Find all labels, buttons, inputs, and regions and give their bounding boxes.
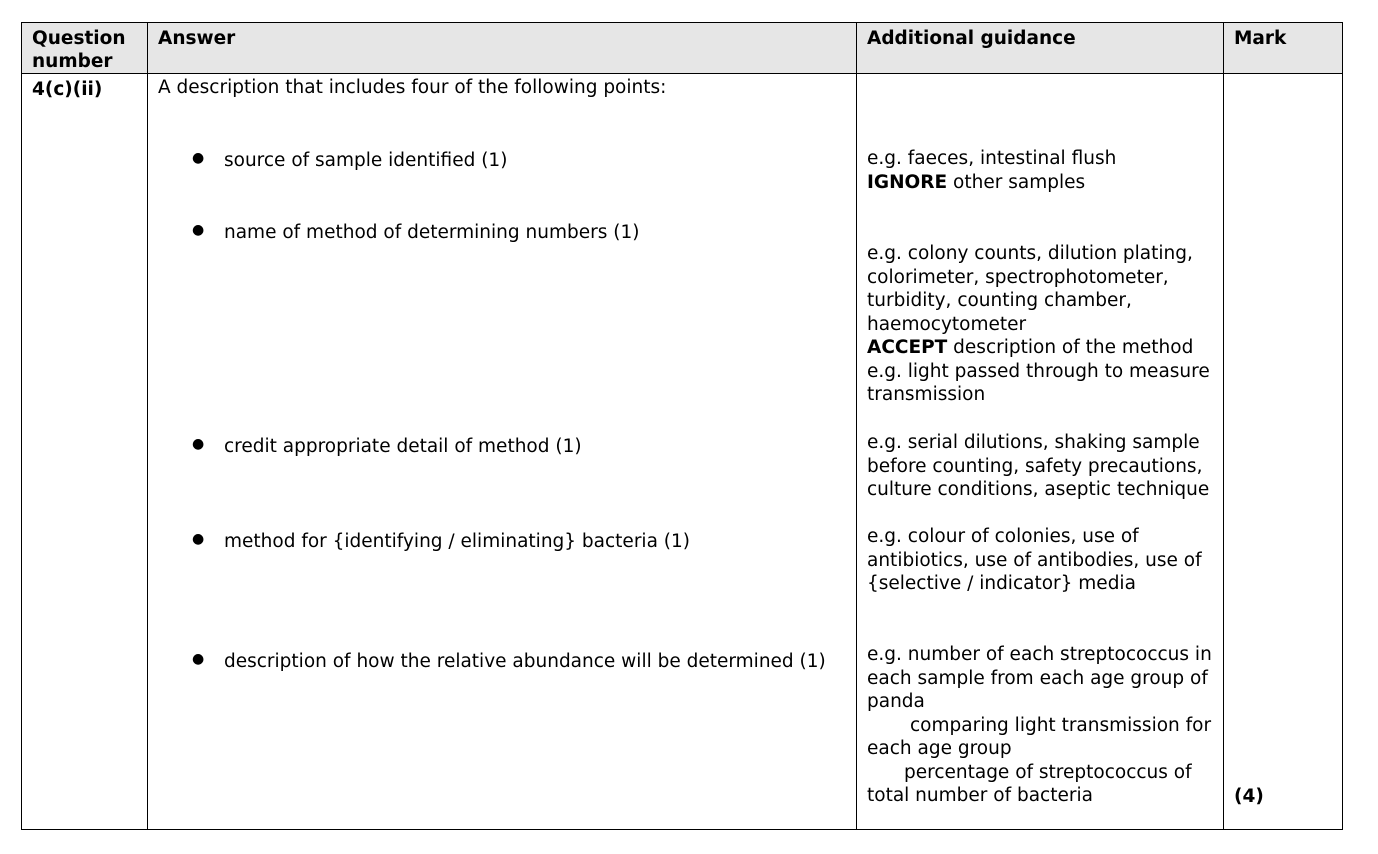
header-answer: Answer — [148, 23, 857, 74]
question-number: 4(c)(ii) — [32, 79, 103, 100]
answer-intro: A description that includes four of the following points: — [158, 77, 667, 98]
bullet-icon: ● — [192, 222, 205, 238]
bullet-item: credit appropriate detail of method (1) — [224, 436, 582, 457]
guidance-block-4: e.g. colour of colonies, use of antibiotics, use of antibodies, use of {selective / indicator} media — [867, 526, 1202, 594]
bullet-item: name of method of determining numbers (1) — [224, 222, 640, 243]
guidance-cell — [857, 74, 1224, 830]
guidance-block-3: e.g. serial dilutions, shaking sample before counting, safety precautions, culture conditions, aseptic technique — [867, 432, 1210, 500]
bullet-icon: ● — [192, 531, 205, 547]
header-question-number: Question number — [22, 23, 148, 74]
bullet-icon: ● — [192, 150, 205, 166]
bullet-item: source of sample identified (1) — [224, 150, 508, 171]
mark-scheme-table — [21, 22, 1343, 830]
guidance-block-5: e.g. number of each streptococcus in each sample from each age group of panda comparing light transmission for each age group percentage of streptococcus of total number of bacteria — [867, 644, 1212, 806]
guidance-block-1: e.g. faeces, intestinal flush IGNORE other samples — [867, 148, 1117, 193]
header-additional-guidance: Additional guidance — [857, 23, 1224, 74]
mark-cell — [1224, 74, 1343, 830]
header-row — [22, 23, 1343, 74]
guidance-block-2: e.g. colony counts, dilution plating, colorimeter, spectrophotometer, turbidity, counting chamber, haemocytometer ACCEPT description of the method e.g. light passed through to measure transmission — [867, 243, 1210, 405]
question-number-cell — [22, 74, 148, 830]
bullet-icon: ● — [192, 651, 205, 667]
bullet-item: description of how the relative abundance will be determined (1) — [224, 651, 826, 672]
bullet-item: method for {identifying / eliminating} bacteria (1) — [224, 531, 690, 552]
answer-cell — [148, 74, 857, 830]
header-mark: Mark — [1224, 23, 1343, 74]
mark-value: (4) — [1234, 786, 1264, 807]
bullet-icon: ● — [192, 436, 205, 452]
answer-row — [22, 74, 1343, 830]
